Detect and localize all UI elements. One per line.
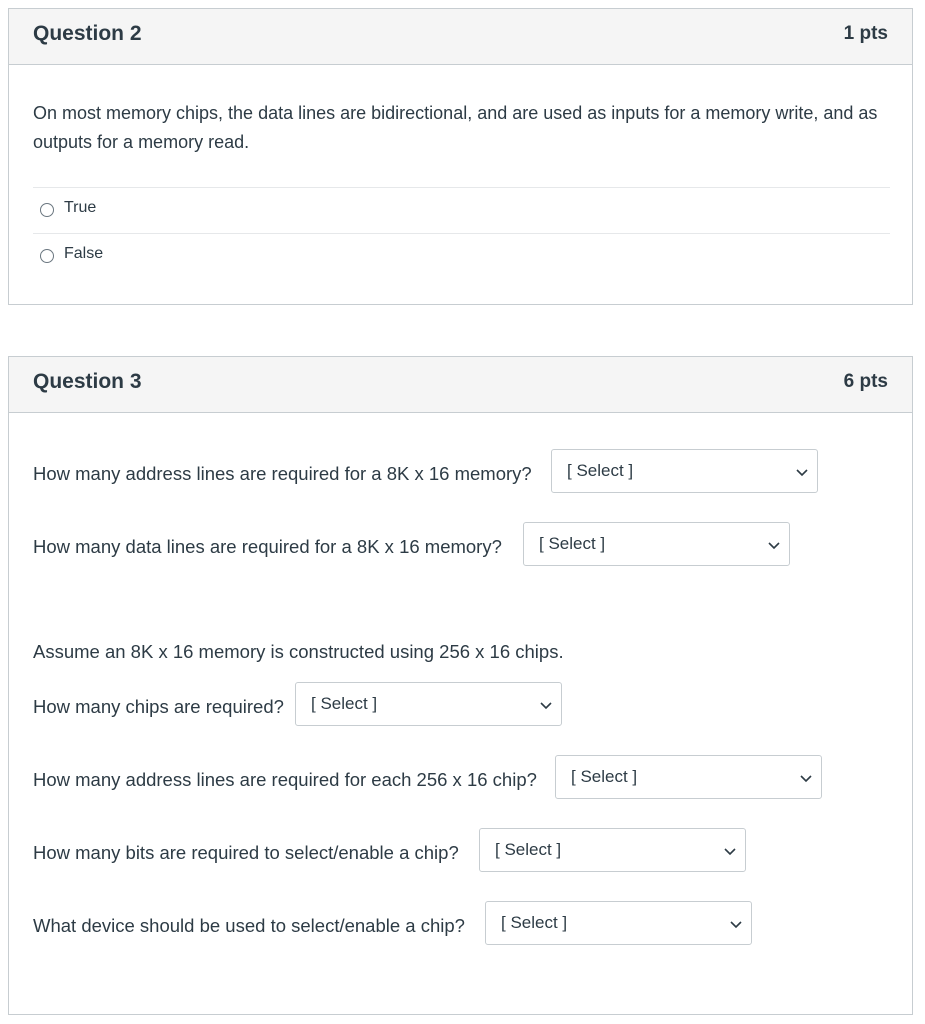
dropdown-prompt: How many bits are required to select/enable a chip?	[33, 842, 459, 863]
chevron-down-icon	[799, 771, 813, 785]
dropdown-prompt: How many address lines are required for each 256 x 16 chip?	[33, 769, 537, 790]
chevron-down-icon	[767, 538, 781, 552]
answer-option-true[interactable]	[33, 187, 890, 233]
answer-select[interactable]	[551, 449, 818, 493]
chevron-down-icon	[795, 465, 809, 479]
question-header	[9, 9, 912, 65]
select-value: [ Select ]	[571, 767, 638, 786]
select-value: [ Select ]	[311, 694, 378, 713]
dropdown-prompt: How many address lines are required for a 8K x 16 memory?	[33, 463, 532, 484]
question-2-card	[8, 8, 913, 305]
select-value: [ Select ]	[501, 913, 568, 932]
chevron-down-icon	[723, 844, 737, 858]
select-value: [ Select ]	[539, 534, 606, 553]
radio-circle-icon[interactable]	[40, 203, 54, 217]
answer-label: False	[64, 245, 104, 262]
answer-select[interactable]	[479, 828, 746, 872]
dropdown-question-row	[33, 522, 803, 570]
assumption-text: Assume an 8K x 16 memory is constructed using 256 x 16 chips.	[33, 641, 564, 662]
answer-option-false[interactable]	[33, 233, 890, 279]
dropdown-question-row	[33, 449, 833, 497]
question-3-card	[8, 356, 913, 1015]
question-title: Question 2	[33, 22, 142, 45]
dropdown-question-row	[33, 828, 763, 876]
chevron-down-icon	[539, 698, 553, 712]
chevron-down-icon	[729, 917, 743, 931]
answer-select[interactable]	[523, 522, 790, 566]
answer-select[interactable]	[485, 901, 752, 945]
question-text: On most memory chips, the data lines are bidirectional, and are used as inputs for a memory write, and as outputs for a memory read.	[33, 103, 878, 152]
dropdown-prompt: What device should be used to select/enable a chip?	[33, 915, 465, 936]
dropdown-prompt: How many chips are required?	[33, 696, 284, 717]
answer-label: True	[64, 199, 97, 216]
select-value: [ Select ]	[567, 461, 634, 480]
question-points: 6 pts	[843, 371, 888, 392]
dropdown-question-row	[33, 755, 833, 803]
question-points: 1 pts	[843, 23, 888, 44]
dropdown-question-row	[33, 682, 583, 730]
question-title: Question 3	[33, 370, 142, 393]
question-header	[9, 357, 912, 413]
answer-select[interactable]	[555, 755, 822, 799]
dropdown-prompt: How many data lines are required for a 8K x 16 memory?	[33, 536, 502, 557]
answer-select[interactable]	[295, 682, 562, 726]
radio-circle-icon[interactable]	[40, 249, 54, 263]
dropdown-question-row	[33, 901, 763, 949]
answer-list	[33, 187, 890, 279]
select-value: [ Select ]	[495, 840, 562, 859]
